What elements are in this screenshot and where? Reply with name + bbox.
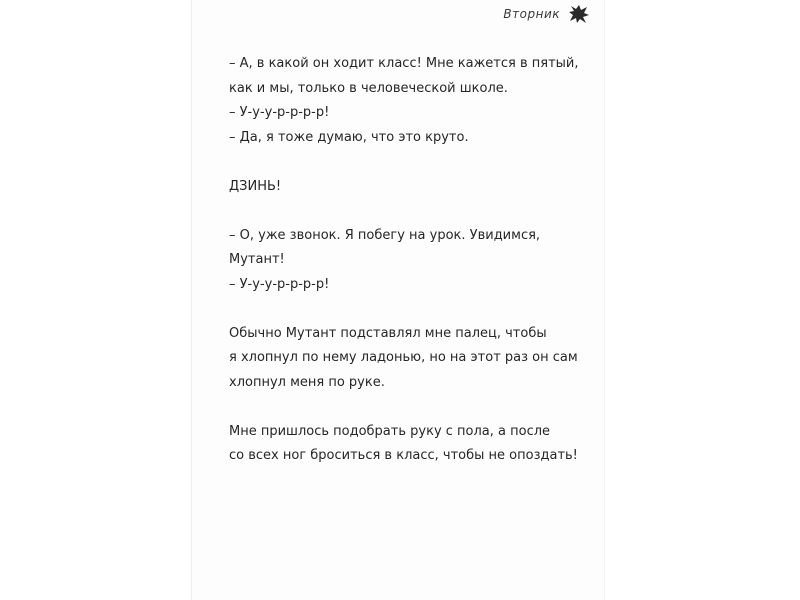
text-line: – А, в какой он ходит класс! Мне кажется в пятый, [229, 56, 579, 71]
ink-blot-icon [568, 4, 590, 24]
text-line: – У-у-у-р-р-р-р! [229, 105, 330, 120]
paragraph [229, 224, 589, 298]
text-line: – О, уже звонок. Я побегу на урок. Увидимся, [229, 227, 541, 243]
text-line: Обычно Мутант подставлял мне палец, чтобы [229, 325, 547, 341]
text-line: Мутант! [229, 252, 285, 267]
paragraph [229, 175, 589, 200]
text-line: хлопнул меня по руке. [229, 374, 385, 390]
paragraph [229, 52, 589, 150]
text-line: как и мы, только в человеческой школе. [229, 80, 508, 96]
text-line: со всех ног броситься в класс, чтобы не опоздать! [229, 448, 578, 463]
text-line: я хлопнул по нему ладонью, но на этот раз он сам [229, 350, 578, 365]
page-body-text [229, 52, 589, 469]
text-line: – У-у-у-р-р-р-р! [229, 276, 330, 292]
running-head-label: Вторник [503, 7, 560, 21]
text-line: Мне пришлось подобрать руку с пола, а после [229, 423, 551, 439]
text-line: – Да, я тоже думаю, что это круто. [229, 129, 469, 145]
running-head [503, 4, 590, 24]
paragraph [229, 322, 589, 396]
book-page [192, 0, 604, 600]
text-line: ДЗИНЬ! [229, 178, 282, 194]
paragraph [229, 420, 589, 469]
